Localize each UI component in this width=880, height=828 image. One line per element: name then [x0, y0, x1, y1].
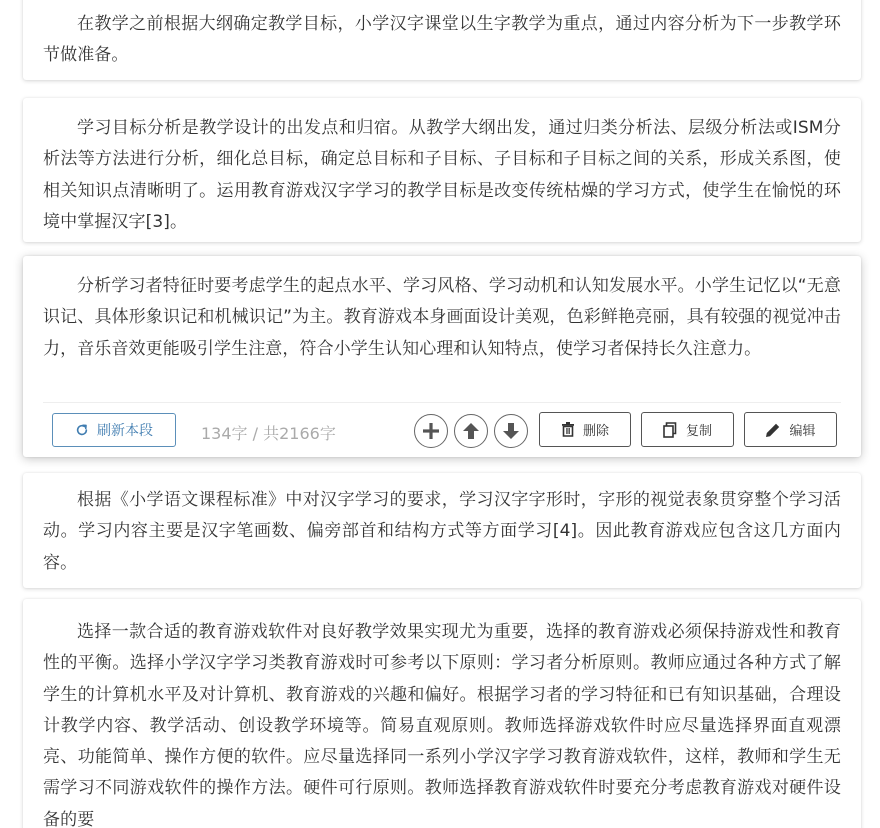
plus-icon: [421, 421, 441, 441]
divider: [43, 402, 841, 403]
delete-button[interactable]: [539, 412, 631, 447]
paragraph-text: 在教学之前根据大纲确定教学目标，小学汉字课堂以生字教学为重点，通过内容分析为下一步教学环节做准备。: [43, 14, 841, 66]
pencil-icon: [765, 422, 781, 438]
refresh-label: 刷新本段: [97, 423, 153, 439]
arrow-down-icon: [501, 421, 521, 441]
move-up-button[interactable]: [454, 414, 488, 448]
delete-label: 删除: [582, 424, 609, 439]
copy-icon: [663, 422, 678, 438]
refresh-paragraph-button[interactable]: [52, 413, 176, 447]
paragraph-text: 选择一款合适的教育游戏软件对良好教学效果实现尤为重要，选择的教育游戏必须保持游戏性和教育性的平衡。选择小学汉字学习类教育游戏时可参考以下原则：学习者分析原则。教师应通过各种方式了解学生的计算机水平及对计算机、教育游戏的兴趣和偏好。根据学习者的学习特征和已有知识基础，合理设计教学内容、教学活动、创设教学环境等。简易直观原则。教师选择游戏软件时应尽量选择界面直观漂亮、功能简单、操作方便的软件。应尽量选择同一系列小学汉字学习教育游戏软件，这样，教师和学生无需学习不同游戏软件的操作方法。硬件可行原则。教师选择教育游戏软件时要充分考虑教育游戏对硬件设备的要: [43, 622, 841, 828]
paragraph-card[interactable]: [23, 473, 861, 588]
copy-button[interactable]: [641, 412, 734, 447]
copy-label: 复制: [685, 424, 712, 439]
word-count: 134字 / 共2166字: [201, 424, 336, 443]
paragraph-card-selected[interactable]: [23, 256, 861, 457]
move-down-button[interactable]: [494, 414, 528, 448]
paragraph-card[interactable]: [23, 599, 861, 828]
trash-icon: [561, 422, 575, 437]
edit-label: 编辑: [789, 424, 816, 439]
paragraph-text: 学习目标分析是教学设计的出发点和归宿。从教学大纲出发，通过归类分析法、层级分析法或ISM分析法等方法进行分析，细化总目标，确定总目标和子目标、子目标和子目标之间的关系，形成关系图，使相关知识点清晰明了。运用教育游戏汉字学习的教学目标是改变传统枯燥的学习方式，使学生在愉悦的环境中掌握汉字[3]。: [43, 118, 841, 232]
paragraph-toolbar: [23, 411, 861, 451]
refresh-icon: [75, 423, 89, 437]
paragraph-text: 根据《小学语文课程标准》中对汉字学习的要求，学习汉字字形时，字形的视觉表象贯穿整个学习活动。学习内容主要是汉字笔画数、偏旁部首和结构方式等方面学习[4]。因此教育游戏应包含这几方面内容。: [43, 490, 841, 573]
paragraph-card[interactable]: [23, 98, 861, 242]
paragraph-text: 分析学习者特征时要考虑学生的起点水平、学习风格、学习动机和认知发展水平。小学生记忆以“无意识记、具体形象识记和机械识记”为主。教育游戏本身画面设计美观，色彩鲜艳亮丽，具有较强的视觉冲击力，音乐音效更能吸引学生注意，符合小学生认知心理和认知特点，使学习者保持长久注意力。: [43, 276, 841, 359]
edit-button[interactable]: [744, 412, 837, 447]
arrow-up-icon: [461, 421, 481, 441]
insert-paragraph-button[interactable]: [414, 414, 448, 448]
paragraph-card[interactable]: [23, 0, 861, 80]
